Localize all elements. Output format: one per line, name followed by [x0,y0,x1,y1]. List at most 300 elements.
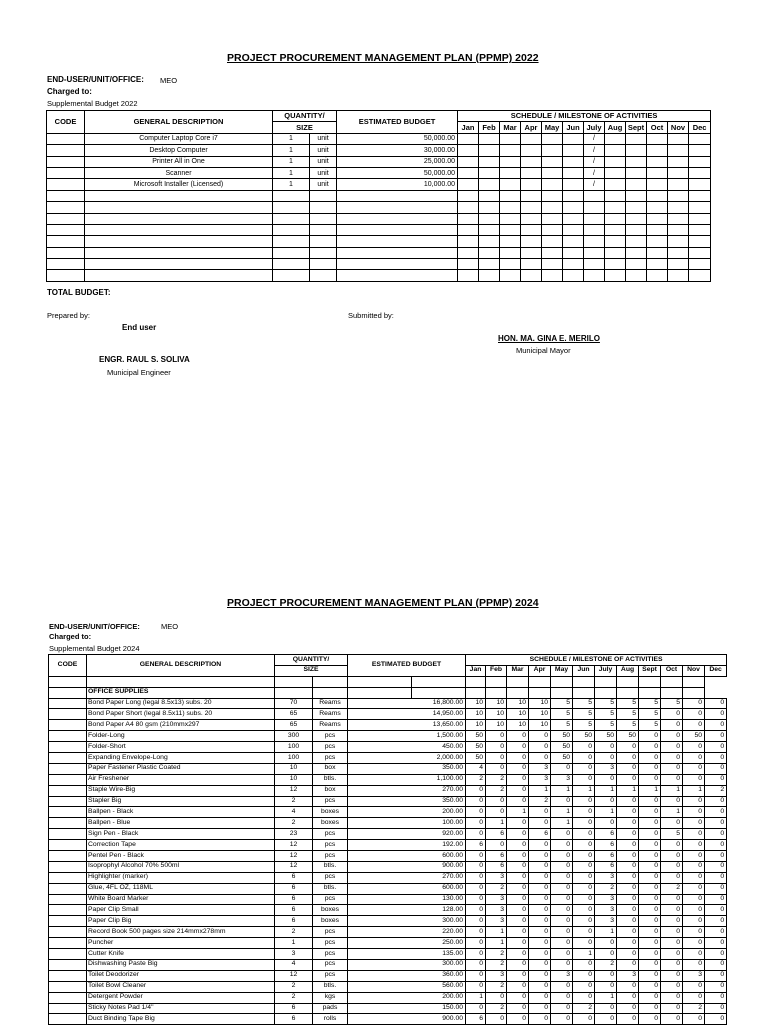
month-cell [458,190,479,201]
month-cell [668,224,689,235]
month-cell: 0 [705,959,727,970]
month-cell [521,202,542,213]
charged-to-label-2024: Charged to: [49,632,92,641]
size-cell: unit [310,145,337,156]
month-header: Apr [521,122,542,133]
code-cell [49,774,87,785]
month-cell [626,247,647,258]
month-cell [521,213,542,224]
month-cell: 0 [507,731,529,742]
code-cell [47,259,85,270]
month-cell: 0 [507,981,529,992]
month-cell: 0 [529,905,551,916]
description-cell [85,213,273,224]
month-cell: 2 [466,774,486,785]
month-cell: 0 [683,861,705,872]
month-cell: 5 [639,698,661,709]
month-cell [500,259,521,270]
page-title-2024: PROJECT PROCUREMENT MANAGEMENT PLAN (PPMP) 2024 [227,597,539,609]
month-cell: 10 [507,709,529,720]
month-header: July [595,665,617,676]
quantity-cell: 12 [275,851,313,862]
month-cell: 0 [573,861,595,872]
table-row [49,840,727,851]
month-cell: 0 [486,742,507,753]
month-cell: 0 [507,905,529,916]
size-cell: btls. [313,883,348,894]
code-cell [49,927,87,938]
month-cell: 0 [573,742,595,753]
month-cell: 0 [466,785,486,796]
month-cell [689,167,711,178]
month-cell: / [584,133,605,144]
month-cell [500,202,521,213]
size-cell [310,224,337,235]
month-cell [647,202,668,213]
month-cell: 0 [466,905,486,916]
month-cell [647,224,668,235]
month-cell: 5 [551,720,573,731]
code-cell [47,213,85,224]
size-header: SIZE [275,665,348,676]
month-cell: 5 [595,720,617,731]
month-cell: 0 [595,753,617,764]
month-cell [563,224,584,235]
month-cell: 0 [507,840,529,851]
table-row [47,167,711,178]
month-cell [605,202,626,213]
code-cell [49,916,87,927]
code-cell [47,156,85,167]
month-header: Sept [626,122,647,133]
description-cell: Bond Paper A4 80 gsm (210mmx297 [87,720,275,731]
table-row [49,698,727,709]
month-cell: 0 [573,753,595,764]
description-cell [85,259,273,270]
month-cell: 0 [551,992,573,1003]
size-cell: pcs [313,742,348,753]
month-cell [521,133,542,144]
budget-cell [337,247,458,258]
month-cell [458,224,479,235]
month-header: Feb [486,665,507,676]
month-cell: 5 [661,829,683,840]
month-cell: 0 [705,938,727,949]
month-cell [500,213,521,224]
month-cell: 0 [507,818,529,829]
month-cell [668,259,689,270]
month-cell [542,259,563,270]
month-cell: 0 [661,959,683,970]
code-header: CODE [47,111,85,134]
month-cell: 0 [551,796,573,807]
empty-cell [275,676,313,687]
month-cell: 0 [661,709,683,720]
empty-cell [551,687,573,698]
month-cell [542,167,563,178]
month-cell: 0 [573,959,595,970]
month-cell: 0 [683,818,705,829]
month-cell [647,247,668,258]
month-cell: 0 [573,840,595,851]
month-cell: 0 [529,753,551,764]
month-cell [584,202,605,213]
description-cell: Folder-Long [87,731,275,742]
month-cell [563,145,584,156]
month-cell: 0 [595,981,617,992]
month-cell [542,133,563,144]
month-cell: 0 [683,883,705,894]
month-cell: 0 [705,807,727,818]
table-row [47,270,711,281]
month-cell [542,236,563,247]
description-cell: Cutter Knife [87,949,275,960]
table-row [49,763,727,774]
month-cell: 1 [529,785,551,796]
end-user-value: MEO [160,76,178,85]
table-row [47,190,711,201]
size-cell: box [313,785,348,796]
code-cell [49,698,87,709]
month-cell [626,156,647,167]
month-cell [689,156,711,167]
month-cell: 0 [617,1003,639,1014]
end-user-value-2024: MEO [161,622,179,631]
month-cell: 0 [529,949,551,960]
section-row [49,687,727,698]
size-cell: pcs [313,851,348,862]
page-title-2022: PROJECT PROCUREMENT MANAGEMENT PLAN (PPMP) 2022 [227,52,539,64]
month-cell: 10 [486,698,507,709]
budget-cell: 350.00 [348,796,466,807]
size-cell [310,213,337,224]
size-cell: boxes [313,905,348,916]
budget-header: ESTIMATED BUDGET [337,111,458,134]
description-cell: Folder-Short [87,742,275,753]
table-row [49,970,727,981]
empty-cell [661,687,683,698]
table-row [47,259,711,270]
quantity-cell [273,270,310,281]
month-cell: 5 [573,698,595,709]
month-cell: 0 [639,851,661,862]
month-cell: 0 [573,872,595,883]
table-row [49,818,727,829]
month-cell [584,236,605,247]
quantity-cell: 100 [275,742,313,753]
month-cell: 0 [639,916,661,927]
empty-cell [466,676,486,687]
budget-cell: 16,800.00 [348,698,466,709]
month-cell [605,133,626,144]
table-row [49,1014,727,1025]
month-cell: 0 [551,1014,573,1025]
month-cell: 0 [551,959,573,970]
month-header: Nov [668,122,689,133]
quantity-cell: 3 [275,949,313,960]
month-cell: 0 [705,970,727,981]
month-cell [542,213,563,224]
month-cell [458,133,479,144]
month-cell [458,156,479,167]
end-user-label-2024: END-USER/UNIT/OFFICE: [49,622,140,631]
month-cell: 0 [705,698,727,709]
table-row [47,133,711,144]
month-cell [689,133,711,144]
month-cell: 0 [551,905,573,916]
preparer-title: Municipal Engineer [107,368,171,377]
month-cell: 10 [529,709,551,720]
month-cell: 0 [507,872,529,883]
month-cell: 0 [617,905,639,916]
month-cell: 1 [595,807,617,818]
month-cell: 0 [639,763,661,774]
month-cell: 3 [551,970,573,981]
month-cell: 1 [617,785,639,796]
table-row [49,731,727,742]
month-cell: 0 [573,970,595,981]
month-cell: 0 [507,894,529,905]
month-header: Jun [573,665,595,676]
month-cell: 0 [573,796,595,807]
month-cell: 50 [595,731,617,742]
code-cell [49,981,87,992]
schedule-header: SCHEDULE / MILESTONE OF ACTIVITIES [466,655,727,666]
month-cell: 0 [507,785,529,796]
month-cell: 0 [639,938,661,949]
month-cell [479,179,500,190]
description-cell: Ballpen - Black [87,807,275,818]
description-cell: Microsoft Installer (Licensed) [85,179,273,190]
quantity-cell: 6 [275,872,313,883]
month-cell [626,202,647,213]
size-cell [310,190,337,201]
month-cell: 1 [486,927,507,938]
code-cell [49,763,87,774]
month-cell: 0 [529,894,551,905]
month-cell: 0 [595,970,617,981]
month-cell [584,259,605,270]
month-cell [584,213,605,224]
month-header: Sept [639,665,661,676]
month-cell [563,202,584,213]
description-cell: Printer All in One [85,156,273,167]
empty-cell [661,676,683,687]
quantity-cell: 1 [273,156,310,167]
month-cell: 0 [529,981,551,992]
month-cell: 4 [466,763,486,774]
month-cell [647,236,668,247]
month-cell [521,247,542,258]
table-row [49,981,727,992]
quantity-cell [273,202,310,213]
month-cell: 0 [661,763,683,774]
month-cell [521,156,542,167]
month-cell [668,133,689,144]
month-cell: 0 [661,981,683,992]
month-cell: 0 [683,796,705,807]
description-cell: Glue, 4FL OZ, 118ML [87,883,275,894]
month-cell [563,213,584,224]
month-cell: 0 [507,970,529,981]
month-cell: 0 [683,916,705,927]
month-cell [668,179,689,190]
month-cell: 1 [683,785,705,796]
month-cell: 10 [486,709,507,720]
quantity-cell: 2 [275,981,313,992]
description-cell [85,236,273,247]
month-cell: 0 [661,872,683,883]
month-cell: 0 [617,861,639,872]
month-cell: 0 [466,981,486,992]
size-cell: Reams [313,720,348,731]
month-cell: 0 [683,774,705,785]
month-cell [647,259,668,270]
month-cell [563,270,584,281]
month-cell: 0 [466,949,486,960]
empty-cell [486,676,507,687]
month-cell [689,202,711,213]
month-cell: 0 [507,742,529,753]
month-cell: 0 [639,1003,661,1014]
month-cell: 6 [486,829,507,840]
month-cell: 0 [529,851,551,862]
size-header: SIZE [273,122,337,133]
code-cell [49,731,87,742]
month-cell: 0 [617,851,639,862]
month-cell [458,145,479,156]
month-cell [626,213,647,224]
code-cell [49,840,87,851]
month-cell [647,145,668,156]
month-cell: 50 [466,731,486,742]
month-cell: 0 [683,709,705,720]
budget-cell [337,259,458,270]
month-cell: 0 [595,949,617,960]
month-cell: 0 [683,981,705,992]
empty-cell [639,676,661,687]
month-cell: 0 [683,807,705,818]
month-cell [542,190,563,201]
month-cell [521,190,542,201]
description-cell: Record Book 500 pages size 214mmx278mm [87,927,275,938]
month-cell: 0 [595,774,617,785]
month-cell: 0 [529,742,551,753]
month-cell: 1 [573,785,595,796]
month-cell [500,190,521,201]
month-cell: 0 [661,796,683,807]
month-cell: 0 [486,753,507,764]
month-header: Jan [458,122,479,133]
month-cell: 1 [661,785,683,796]
month-cell: 2 [705,785,727,796]
month-cell: 0 [639,774,661,785]
month-cell: 0 [551,861,573,872]
empty-cell [507,676,529,687]
budget-cell [337,270,458,281]
quantity-cell: 65 [275,709,313,720]
month-header: Oct [647,122,668,133]
month-cell [647,179,668,190]
month-cell [479,247,500,258]
month-cell: 1 [507,807,529,818]
month-cell: 10 [466,709,486,720]
quantity-header: QUANTITY/ [273,111,337,122]
empty-cell [348,687,412,698]
budget-cell: 30,000.00 [337,145,458,156]
month-cell: 10 [529,698,551,709]
month-cell [605,236,626,247]
month-cell: 0 [661,720,683,731]
month-cell: 5 [639,720,661,731]
budget-header: ESTIMATED BUDGET [348,655,466,677]
quantity-cell: 6 [275,916,313,927]
quantity-cell: 6 [275,1014,313,1025]
quantity-cell: 4 [275,959,313,970]
month-cell: 0 [551,851,573,862]
month-cell [521,236,542,247]
month-cell [668,190,689,201]
month-cell: 0 [683,1014,705,1025]
month-cell [542,270,563,281]
budget-cell: 100.00 [348,818,466,829]
month-cell: 0 [595,1014,617,1025]
budget-cell: 560.00 [348,981,466,992]
budget-cell: 200.00 [348,992,466,1003]
month-cell: 50 [466,753,486,764]
month-cell: 0 [639,981,661,992]
description-cell: Isoprophyl Alcohol 70% 500ml [87,861,275,872]
size-cell: pads [313,1003,348,1014]
code-cell [49,905,87,916]
month-cell: 0 [661,840,683,851]
month-cell: 0 [705,949,727,960]
month-cell [521,167,542,178]
table-row [49,720,727,731]
month-cell: 0 [617,840,639,851]
month-cell: 0 [705,829,727,840]
month-cell [500,247,521,258]
month-cell: 1 [486,818,507,829]
month-cell: 0 [705,1003,727,1014]
month-cell: 0 [617,949,639,960]
month-cell: 6 [595,861,617,872]
month-cell: 0 [466,938,486,949]
month-cell: 0 [466,894,486,905]
table-row [49,959,727,970]
month-cell [647,156,668,167]
month-cell: 2 [573,1003,595,1014]
month-header: Dec [689,122,711,133]
description-cell: White Board Marker [87,894,275,905]
month-cell [542,156,563,167]
size-cell: boxes [313,807,348,818]
quantity-cell [273,213,310,224]
size-cell: pcs [313,840,348,851]
quantity-cell: 6 [275,905,313,916]
budget-cell: 128.00 [348,905,466,916]
month-cell: 0 [661,916,683,927]
month-cell: 0 [573,894,595,905]
table-row [49,774,727,785]
size-cell: unit [310,167,337,178]
table-row [49,992,727,1003]
month-cell [479,190,500,201]
quantity-cell: 12 [275,840,313,851]
month-cell: 0 [705,992,727,1003]
month-cell: 0 [573,818,595,829]
empty-cell [87,676,275,687]
